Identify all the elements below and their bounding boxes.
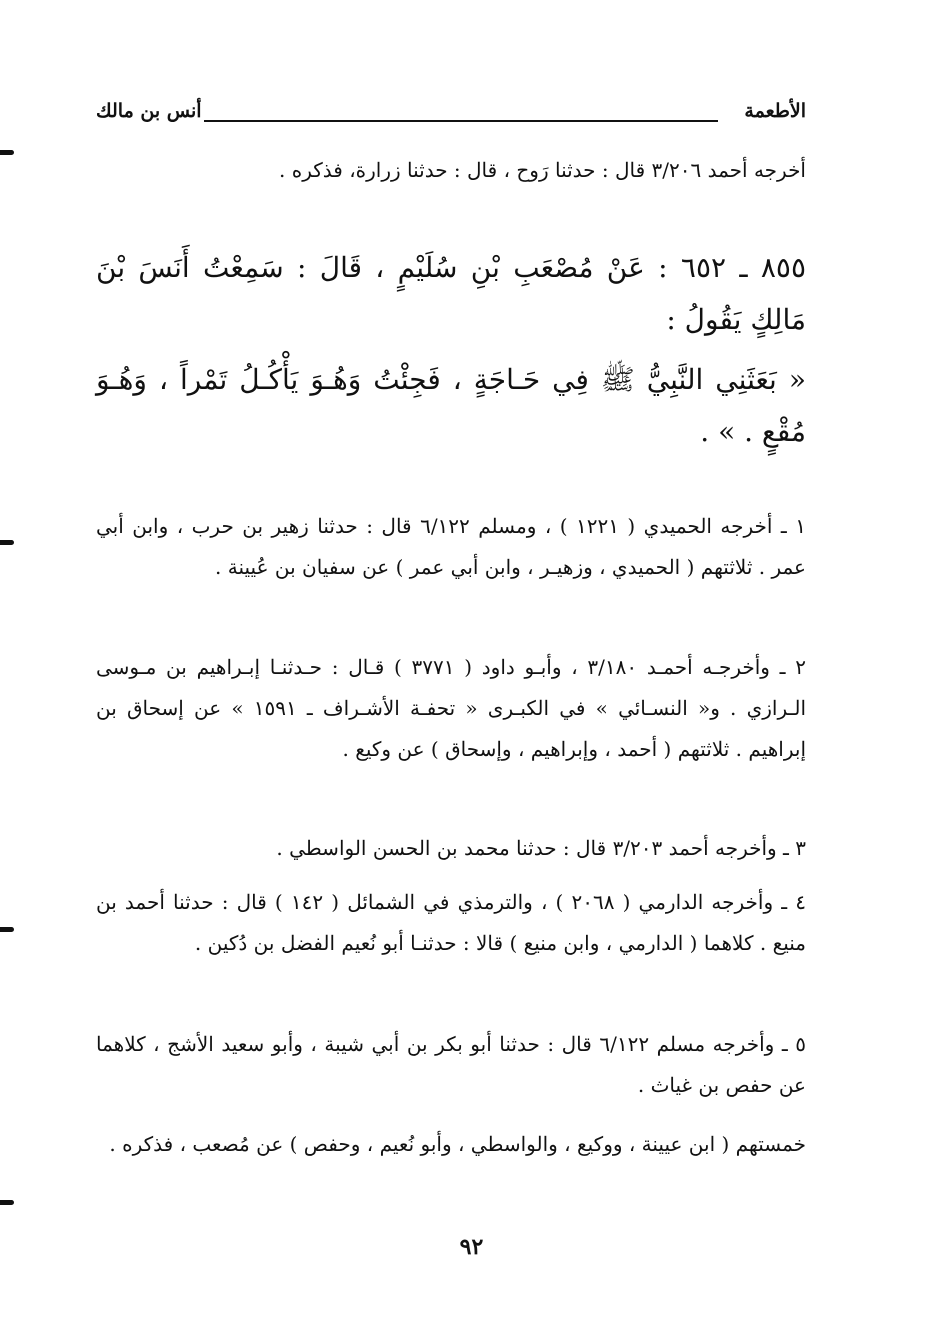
scan-edge-mark <box>0 540 14 545</box>
takhrij-summary: خمستهم ( ابن عيينة ، ووكيع ، والواسطي ، وأبو نُعيم ، وحفص ) عن مُصعب ، فذكره . <box>109 1132 806 1156</box>
takhrij-item-2: ٢ ـ وأخرجـه أحمـد ٣/١٨٠ ، وأبـو داود ( ٣٧٧١ ) قـال : حـدثنـا إبـراهيم بن مـوسى الـرازي . و« النسـائي » في الكبـرى « تحفـة الأشـراف ـ ١٥٩١ » عن إسحاق بن إبراهيم . ثلاثتهم ( أحمد ، وإبراهيم ، وإسحاق ) عن وكيع . <box>96 655 807 761</box>
scan-edge-mark <box>0 150 14 155</box>
takhrij-item-1: ١ ـ أخرجه الحميدي ( ١٢٢١ ) ، ومسلم ٦/١٢٢ قال : حدثنا زهير بن حرب ، وابن أبي عمر . ثلاثتهم ( الحميدي ، وزهيـر ، وابن أبي عمر ) عن سفيان بن عُيينة . <box>96 514 806 579</box>
page-number: ٩٢ <box>459 1234 484 1260</box>
scan-edge-mark <box>0 1200 14 1205</box>
takhrij-item-3: ٣ ـ وأخرجه أحمد ٣/٢٠٣ قال : حدثنا محمد بن الحسن الواسطي . <box>276 836 806 860</box>
narrator-title: أنس بن مالك <box>96 100 202 122</box>
scan-edge-mark <box>0 927 14 932</box>
hadith-text: « بَعَثَنِي النَّبِيُّ ﷺ فِي حَـاجَةٍ ، فَجِئْتُ وَهُـوَ يَأْكُـلُ تَمْراً ، وَهُـوَ مُقْعٍ . » . <box>96 363 806 448</box>
takhrij-item-5: ٥ ـ وأخرجه مسلم ٦/١٢٢ قال : حدثنا أبو بكر بن أبي شيبة ، وأبو سعيد الأشج ، كلاهما عن حفص بن غياث . <box>96 1032 806 1097</box>
hadith-chain: ٨٥٥ ـ ٦٥٢ : عَنْ مُصْعَبِ بْنِ سُلَيْمٍ ، قَالَ : سَمِعْتُ أَنَسَ بْنَ مَالِكٍ يَقُولُ : <box>96 251 806 336</box>
intro-note: أخرجه أحمد ٣/٢٠٦ قال : حدثنا رَوح ، قال : حدثنا زرارة، فذكره . <box>279 158 806 182</box>
running-header <box>96 100 806 134</box>
takhrij-item-4: ٤ ـ وأخرجه الدارمي ( ٢٠٦٨ ) ، والترمذي في الشمائل ( ١٤٢ ) قال : حدثنا أحمد بن منيع . كلاهما ( الدارمي ، وابن منيع ) قالا : حدثنـا أبو نُعيم الفضل بن دُكين . <box>96 890 806 955</box>
section-title: الأطعمة <box>744 100 806 122</box>
header-rule <box>204 120 718 122</box>
